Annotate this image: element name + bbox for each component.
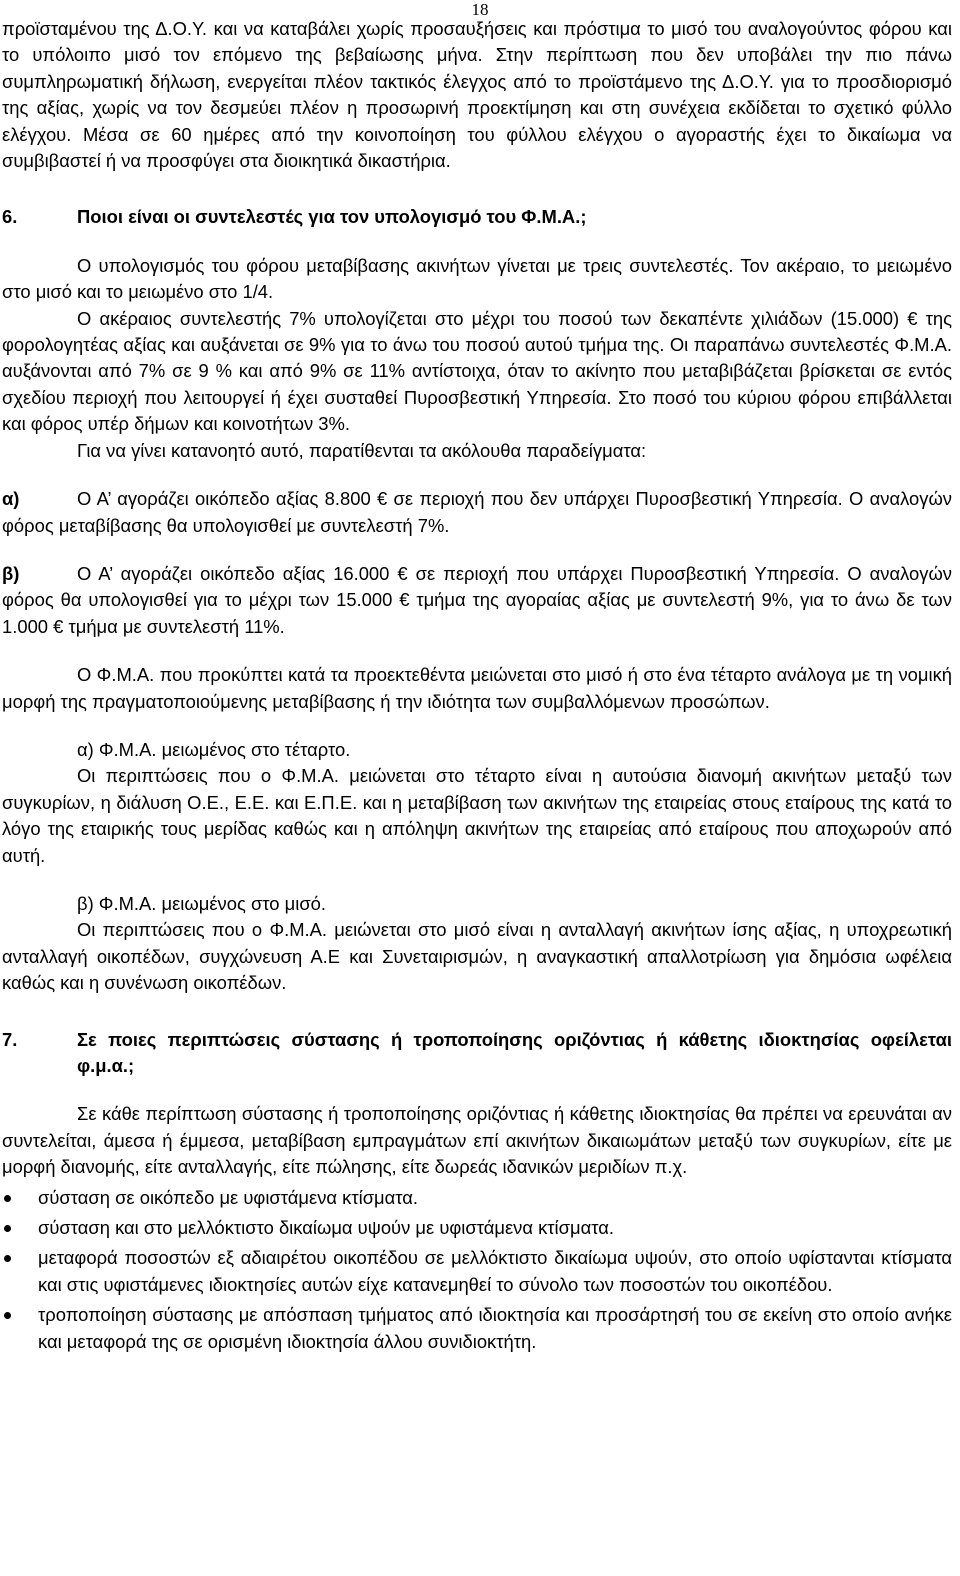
paragraph-rate-details: Ο ακέραιος συντελεστής 7% υπολογίζεται στο μέχρι του ποσού των δεκαπέντε χιλιάδων (15.000) € της φορολογητέας αξίας και αυξάνεται σε 9% για το άνω του ποσού αυτού τμήμα της. Οι παραπάνω συντελεστές Φ.Μ.Α. αυξάνονται από 7% σε 9 % και από 9% σε 11% αντίστοιχα, όταν το ακίνητο που μεταβιβάζεται βρίσκεται σε εντός σχεδίου περιοχή που λειτουργεί ή έχει συσταθεί Πυροσβεστική Υπηρεσία. Στο ποσό του κύριου φόρου επιβάλλεται και φόρος υπέρ δήμων και κοινοτήτων 3%. — [2, 307, 952, 435]
document-body — [2, 16, 952, 1355]
example-a — [2, 486, 952, 539]
paragraph-examples-intro: Για να γίνει κατανοητό αυτό, παρατίθενται τα ακόλουθα παραδείγματα: — [77, 439, 647, 461]
example-label: β) — [2, 562, 20, 584]
paragraph-ownership: Σε κάθε περίπτωση σύστασης ή τροποποίησης οριζόντιας ή κάθετης ιδιοκτησίας θα πρέπει να ερευνάται αν συντελείται, άμεσα ή έμμεσα, μεταβίβαση εμπραγμάτων επί ακινήτων δικαιωμάτων μεταξύ των συγκυρίων, είτε με μορφή διανομής, είτε ανταλλαγής, είτε πώλησης, είτε δωρεάς ιδανικών μεριδίων π.χ. — [2, 1103, 952, 1178]
section-number: 7. — [2, 1028, 18, 1050]
list-item: σύσταση σε οικόπεδο με υφιστάμενα κτίσματα. — [2, 1185, 952, 1211]
list-item: σύσταση και στο μελλόκτιστο δικαίωμα υψούν με υφιστάμενα κτίσματα. — [2, 1215, 952, 1241]
bullet-list — [2, 1185, 952, 1355]
bullet-icon — [4, 1195, 11, 1202]
page-number: 18 — [471, 0, 489, 19]
bullet-icon — [4, 1255, 11, 1262]
paragraph-reductions: Ο Φ.Μ.Α. που προκύπτει κατά τα προεκτεθέντα μειώνεται στο μισό ή στο ένα τέταρτο ανάλογα με τη νομική μορφή της πραγματοποιούμενης μεταβίβασης ή την ιδιότητα των συμβαλλόμενων προσώπων. — [2, 664, 952, 712]
list-item: τροποποίηση σύστασης με απόσπαση τμήματος από ιδιοκτησία και προσάρτησή του σε εκείνη στο οποίο ανήκε και μεταφορά της σε ορισμένη ιδιοκτησία άλλου συνιδιοκτήτη. — [2, 1302, 952, 1355]
section-title: Ποιοι είναι οι συντελεστές για τον υπολογισμό του Φ.Μ.Α.; — [77, 206, 587, 228]
list-item: μεταφορά ποσοστών εξ αδιαιρέτου οικοπέδου σε μελλόκτιστο δικαίωμα υψούν, στο οποίο υφίστανται κτίσματα και στις υφιστάμενες ιδιοκτησίες αυτών είχε κατανεμηθεί το σύνολο των ποσοστών του οικοπέδου. — [2, 1245, 952, 1298]
subsection-text-quarter: Οι περιπτώσεις που ο Φ.Μ.Α. μειώνεται στο τέταρτο είναι η αυτούσια διανομή ακινήτων μεταξύ των συγκυρίων, η διάλυση Ο.Ε., Ε.Ε. και Ε.Π.Ε. και η μεταβίβαση των ακινήτων της εταιρείας στους εταίρους της κατά το λόγο της εταιρικής τους μερίδας καθώς και η απόληψη ακινήτων της εταιρείας από εταίρους που αποχωρούν από αυτή. — [2, 765, 952, 866]
example-text: Ο Α’ αγοράζει οικόπεδο αξίας 8.800 € σε περιοχή που δεν υπάρχει Πυροσβεστική Υπηρεσία. Ο αναλογών φόρος μεταβίβασης θα υπολογισθεί με συντελεστή 7%. — [2, 488, 952, 536]
section-title: Σε ποιες περιπτώσεις σύστασης ή τροποποίησης οριζόντιας ή κάθετης ιδιοκτησίας οφείλεται φ.μ.α.; — [77, 1028, 952, 1076]
example-text: Ο Α’ αγοράζει οικόπεδο αξίας 16.000 € σε περιοχή που υπάρχει Πυροσβεστική Υπηρεσία. Ο αναλογών φόρος θα υπολογισθεί για το μέχρι των 15.000 € τμήμα της αγοραίας αξίας με συντελεστή 9%, για το άνω δε των 1.000 € τμήμα με συντελεστή 11%. — [2, 562, 952, 637]
section-heading-7 — [2, 1027, 952, 1080]
section-number: 6. — [2, 206, 18, 228]
paragraph-intro: προϊσταμένου της Δ.Ο.Υ. και να καταβάλει χωρίς προσαυξήσεις και πρόστιμα το μισό του αναλογούντος φόρου και το υπόλοιπο μισό τον επόμενο της βεβαίωσης μήνα. Στην περίπτωση που δεν υποβάλει την πιο πάνω συμπληρωματική δήλωση, ενεργείται πλέον τακτικός έλεγχος από το προϊστάμενο της Δ.Ο.Υ. για το προσδιορισμό της αξίας, χωρίς να τον δεσμεύει πλέον η προσωρινή προεκτίμηση και στη συνέχεια εκδίδεται το σχετικό φύλλο ελέγχου. Μέσα σε 60 ημέρες από την κοινοποίηση του φύλλου ελέγχου ο αγοραστής έχει το δικαίωμα να συμβιβαστεί ή να προσφύγει στα διοικητικά δικαστήρια. — [2, 18, 952, 172]
example-label: α) — [2, 488, 20, 510]
paragraph-rates: Ο υπολογισμός του φόρου μεταβίβασης ακινήτων γίνεται με τρεις συντελεστές. Τον ακέραιο, το μειωμένο στο μισό και το μειωμένο στο 1/4. — [2, 254, 952, 303]
bullet-icon — [4, 1312, 11, 1319]
bullet-icon — [4, 1225, 11, 1232]
subsection-title-half: β) Φ.Μ.Α. μειωμένος στο μισό. — [77, 892, 327, 914]
subsection-title-quarter: α) Φ.Μ.Α. μειωμένος στο τέταρτο. — [77, 738, 351, 760]
subsection-text-half: Οι περιπτώσεις που ο Φ.Μ.Α. μειώνεται στο μισό είναι η ανταλλαγή ακινήτων ίσης αξίας, η υποχρεωτική ανταλλαγή οικοπέδων, συγχώνευση Α.Ε και Συνεταιρισμών, η αναγκαστική απαλλοτρίωση για δημόσια ωφέλεια καθώς και η συνένωση οικοπέδων. — [2, 919, 952, 994]
example-b — [2, 561, 952, 640]
section-heading-6 — [2, 204, 952, 230]
